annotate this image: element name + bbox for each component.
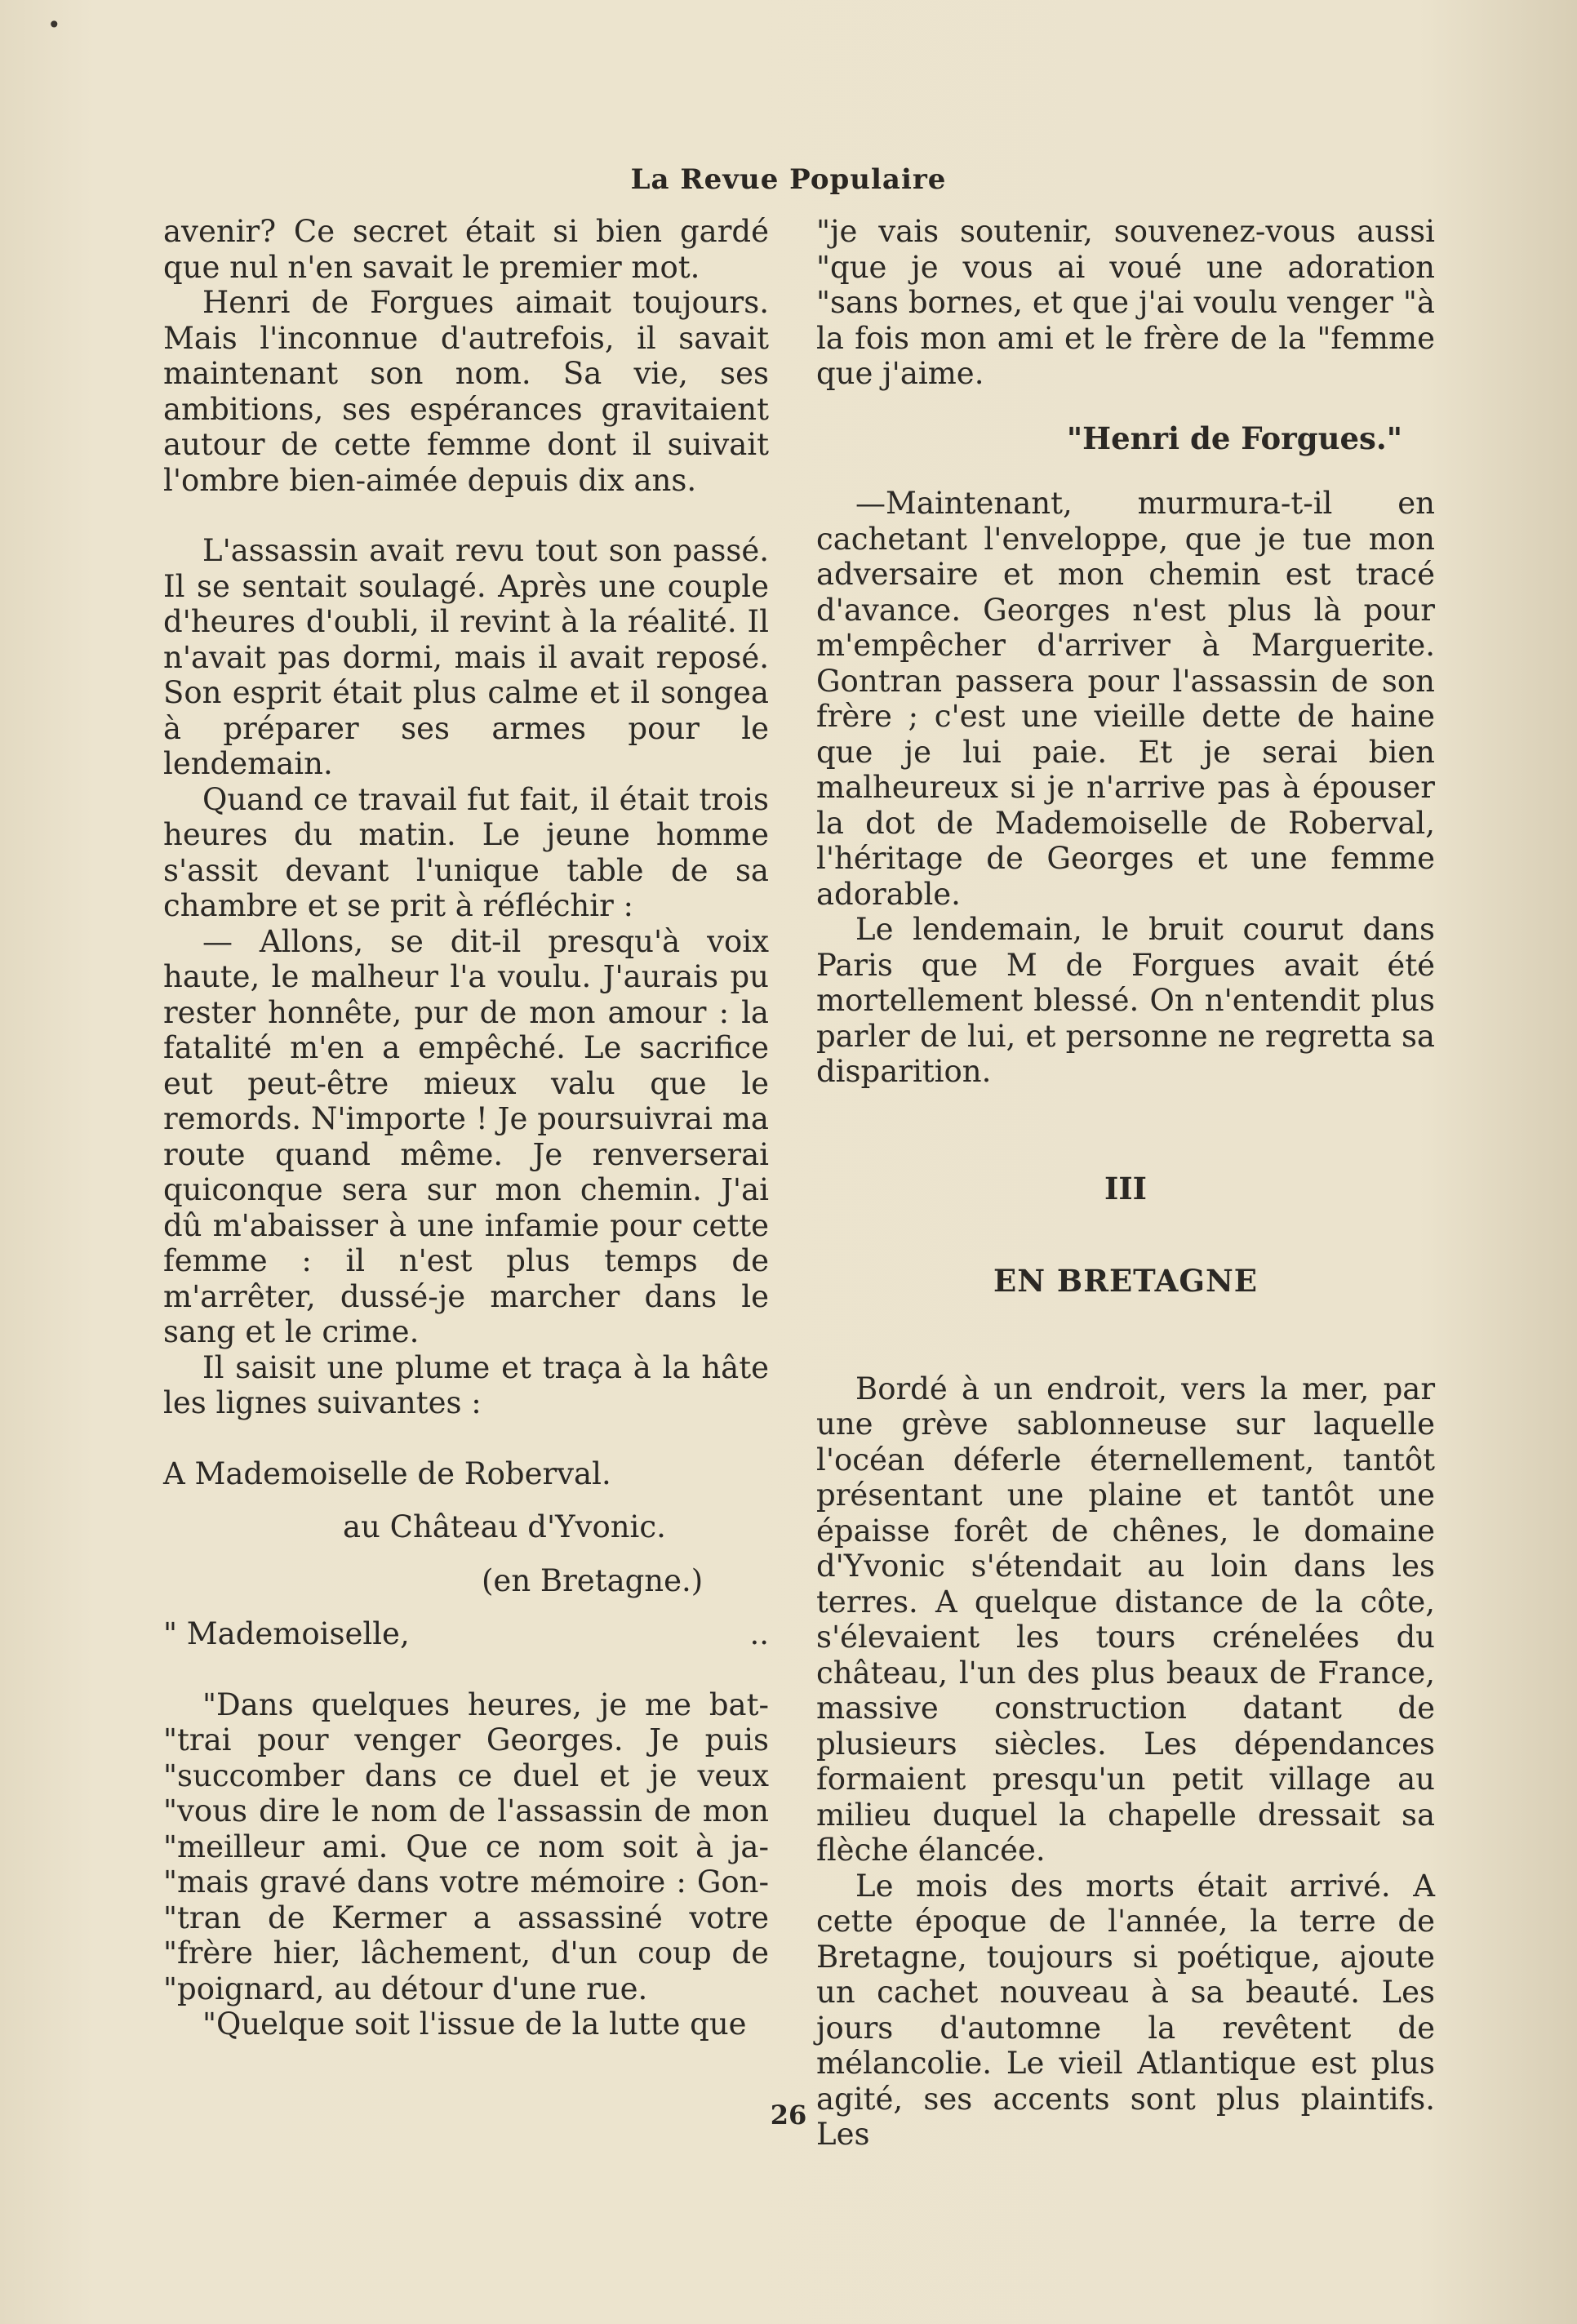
letter-signature: "Henri de Forgues." [1066,420,1402,456]
section-number: III [1104,1170,1147,1206]
section-title: EN BRETAGNE [993,1263,1258,1299]
paragraph: Le mois des morts était arrivé. A cette époque de l'année, la terre de Bretagne, toujours si poétique, ajoute un cachet nouveau à sa beauté. Les jours d'automne la revêtent de mélancolie. Le vieil Atlantique est plus agité, ses accents sont plus plaintifs. Les [816,1868,1435,2152]
greeting-dots: .. [749,1616,769,1651]
right-column [816,214,1435,2153]
running-title: La Revue Populaire [630,163,947,196]
letter-greeting [163,1616,769,1652]
paragraph: Quand ce travail fut fait, il était trois heures du matin. Le jeune homme s'assit devant l'unique table de sa chambre et se prit à réfléchir : [163,781,769,923]
paragraph: L'assassin avait revu tout son passé. Il se sentait soulagé. Après une couple d'heures d'oubli, il revint à la réalité. Il n'avait pas dormi, mais il avait reposé. Son esprit était plus calme et il songea à préparer ses armes pour le lendemain. [163,533,769,781]
letter-paragraph: "Quelque soit l'issue de la lutte que [202,2006,747,2042]
paragraph: — Allons, se dit-il presqu'à voix haute, le malheur l'a voulu. J'aurais pu rester honnête, pur de mon amour : la fatalité m'en a empêché. Le sacrifice eut peut-être mieux valu que le remords. N'importe ! Je poursuivrai ma route quand même. Je renverserai quiconque sera sur mon chemin. J'ai dû m'abaisser à une infamie pour cette femme : il n'est plus temps de m'arrêter, dussé-je marcher dans le sang et le crime. [163,923,769,1349]
paragraph: avenir? Ce secret était si bien gardé que nul n'en savait le premier mot. [163,214,769,285]
letter-address-region: (en Bretagne.) [482,1562,704,1598]
paragraph: Il saisit une plume et traça à la hâte les lignes suivantes : [163,1349,769,1420]
paragraph: Bordé à un endroit, vers la mer, par une grève sablonneuse sur laquelle l'océan déferle éternellement, tantôt présentant une plaine et tantôt une épaisse forêt de chênes, le domaine d'Yvonic s'étendait au loin dans les terres. A quelque distance de la côte, s'élevaient les tours crénelées du château, l'un des plus beaux de France, massive construction datant de plusieurs siècles. Les dépendances formaient presqu'un petit village au milieu duquel la chapelle dressait sa flèche élancée. [816,1371,1435,1868]
page-number: 26 [770,2100,807,2131]
left-column [163,214,769,2042]
letter-paragraph: "Dans quelques heures, je me bat-"trai pour venger Georges. Je puis "succomber dans ce duel et je veux "vous dire le nom de l'assassin de mon "meilleur ami. Que ce nom soit à ja-"mais gravé dans votre mémoire : Gon-"tran de Kermer a assassiné votre "frère hier, lâchement, d'un coup de "poignard, au détour d'une rue. [163,1686,769,2006]
letter-address-name: A Mademoiselle de Roberval. [163,1455,611,1491]
corner-mark: • [47,11,61,38]
greeting-text: " Mademoiselle, [163,1616,410,1651]
paragraph: Le lendemain, le bruit courut dans Paris que M de Forgues avait été mortellement blessé. On n'entendit plus parler de lui, et personne ne regretta sa disparition. [816,912,1435,1089]
paragraph: —Maintenant, murmura-t-il en cachetant l'enveloppe, que je tue mon adversaire et mon chemin est tracé d'avance. Georges n'est plus là pour m'empêcher d'arriver à Marguerite. Gontran passera pour l'assassin de son frère ; c'est une vieille dette de haine que je lui paie. Et je serai bien malheureux si je n'arrive pas à épouser la dot de Mademoiselle de Roberval, l'héritage de Georges et une femme adorable. [816,486,1435,912]
letter-paragraph: "je vais soutenir, souvenez-vous aussi "que je vous ai voué une adoration "sans bornes, et que j'ai voulu venger "à la fois mon ami et le frère de la "femme que j'aime. [816,214,1435,391]
letter-address-place: au Château d'Yvonic. [343,1509,666,1544]
paragraph: Henri de Forgues aimait toujours. Mais l'inconnue d'autrefois, il savait maintenant son nom. Sa vie, ses ambitions, ses espérances gravitaient autour de cette femme dont il suivait l'ombre bien-aimée depuis dix ans. [163,285,769,498]
